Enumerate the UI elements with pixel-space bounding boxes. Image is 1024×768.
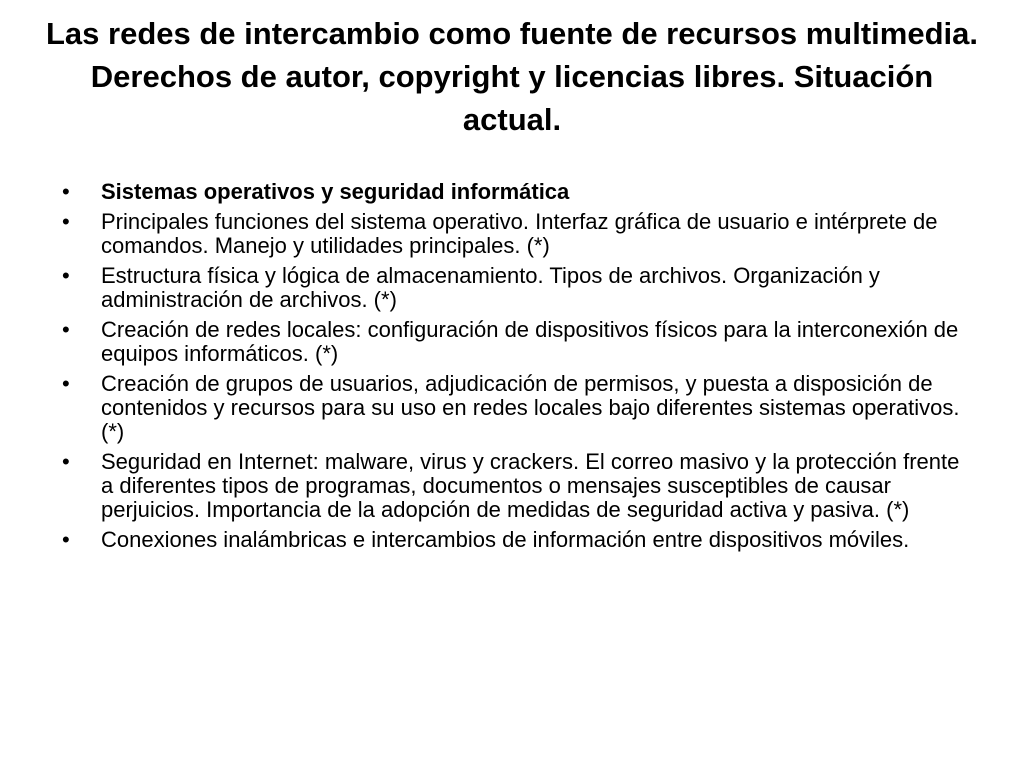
- bullet-icon: •: [62, 209, 70, 234]
- list-item-text: Conexiones inalámbricas e intercambios de información entre dispositivos móviles.: [101, 527, 910, 552]
- bullet-icon: •: [62, 179, 70, 204]
- list-item-text: Sistemas operativos y seguridad informática: [101, 179, 570, 204]
- list-item: [62, 318, 962, 366]
- bullet-list: [62, 180, 962, 558]
- list-item: [62, 180, 962, 204]
- slide-title: Las redes de intercambio como fuente de recursos multimedia. Derechos de autor, copyright y licencias libres. Situación actual.: [46, 16, 978, 137]
- list-item: [62, 210, 962, 258]
- bullet-icon: •: [62, 527, 70, 552]
- list-item: [62, 264, 962, 312]
- list-item: [62, 528, 962, 552]
- bullet-icon: •: [62, 263, 70, 288]
- list-item-text: Creación de redes locales: configuración de dispositivos físicos para la interconexión de equipos informáticos. (*): [101, 317, 959, 366]
- bullet-icon: •: [62, 371, 70, 396]
- list-item-text: Seguridad en Internet: malware, virus y crackers. El correo masivo y la protección frente a diferentes tipos de programas, documentos o mensajes susceptibles de causar perjuicios. Importancia de la adopción de medidas de seguridad activa y pasiva. (*): [101, 449, 960, 522]
- list-item-text: Creación de grupos de usuarios, adjudicación de permisos, y puesta a disposición de contenidos y recursos para su uso en redes locales bajo diferentes sistemas operativos. (*): [101, 371, 960, 444]
- bullet-icon: •: [62, 317, 70, 342]
- list-item-text: Estructura física y lógica de almacenamiento. Tipos de archivos. Organización y administración de archivos. (*): [101, 263, 880, 312]
- list-item-text: Principales funciones del sistema operativo. Interfaz gráfica de usuario e intérprete de comandos. Manejo y utilidades principales. (*): [101, 209, 938, 258]
- list-item: [62, 450, 962, 522]
- list-item: [62, 372, 962, 444]
- bullet-icon: •: [62, 449, 70, 474]
